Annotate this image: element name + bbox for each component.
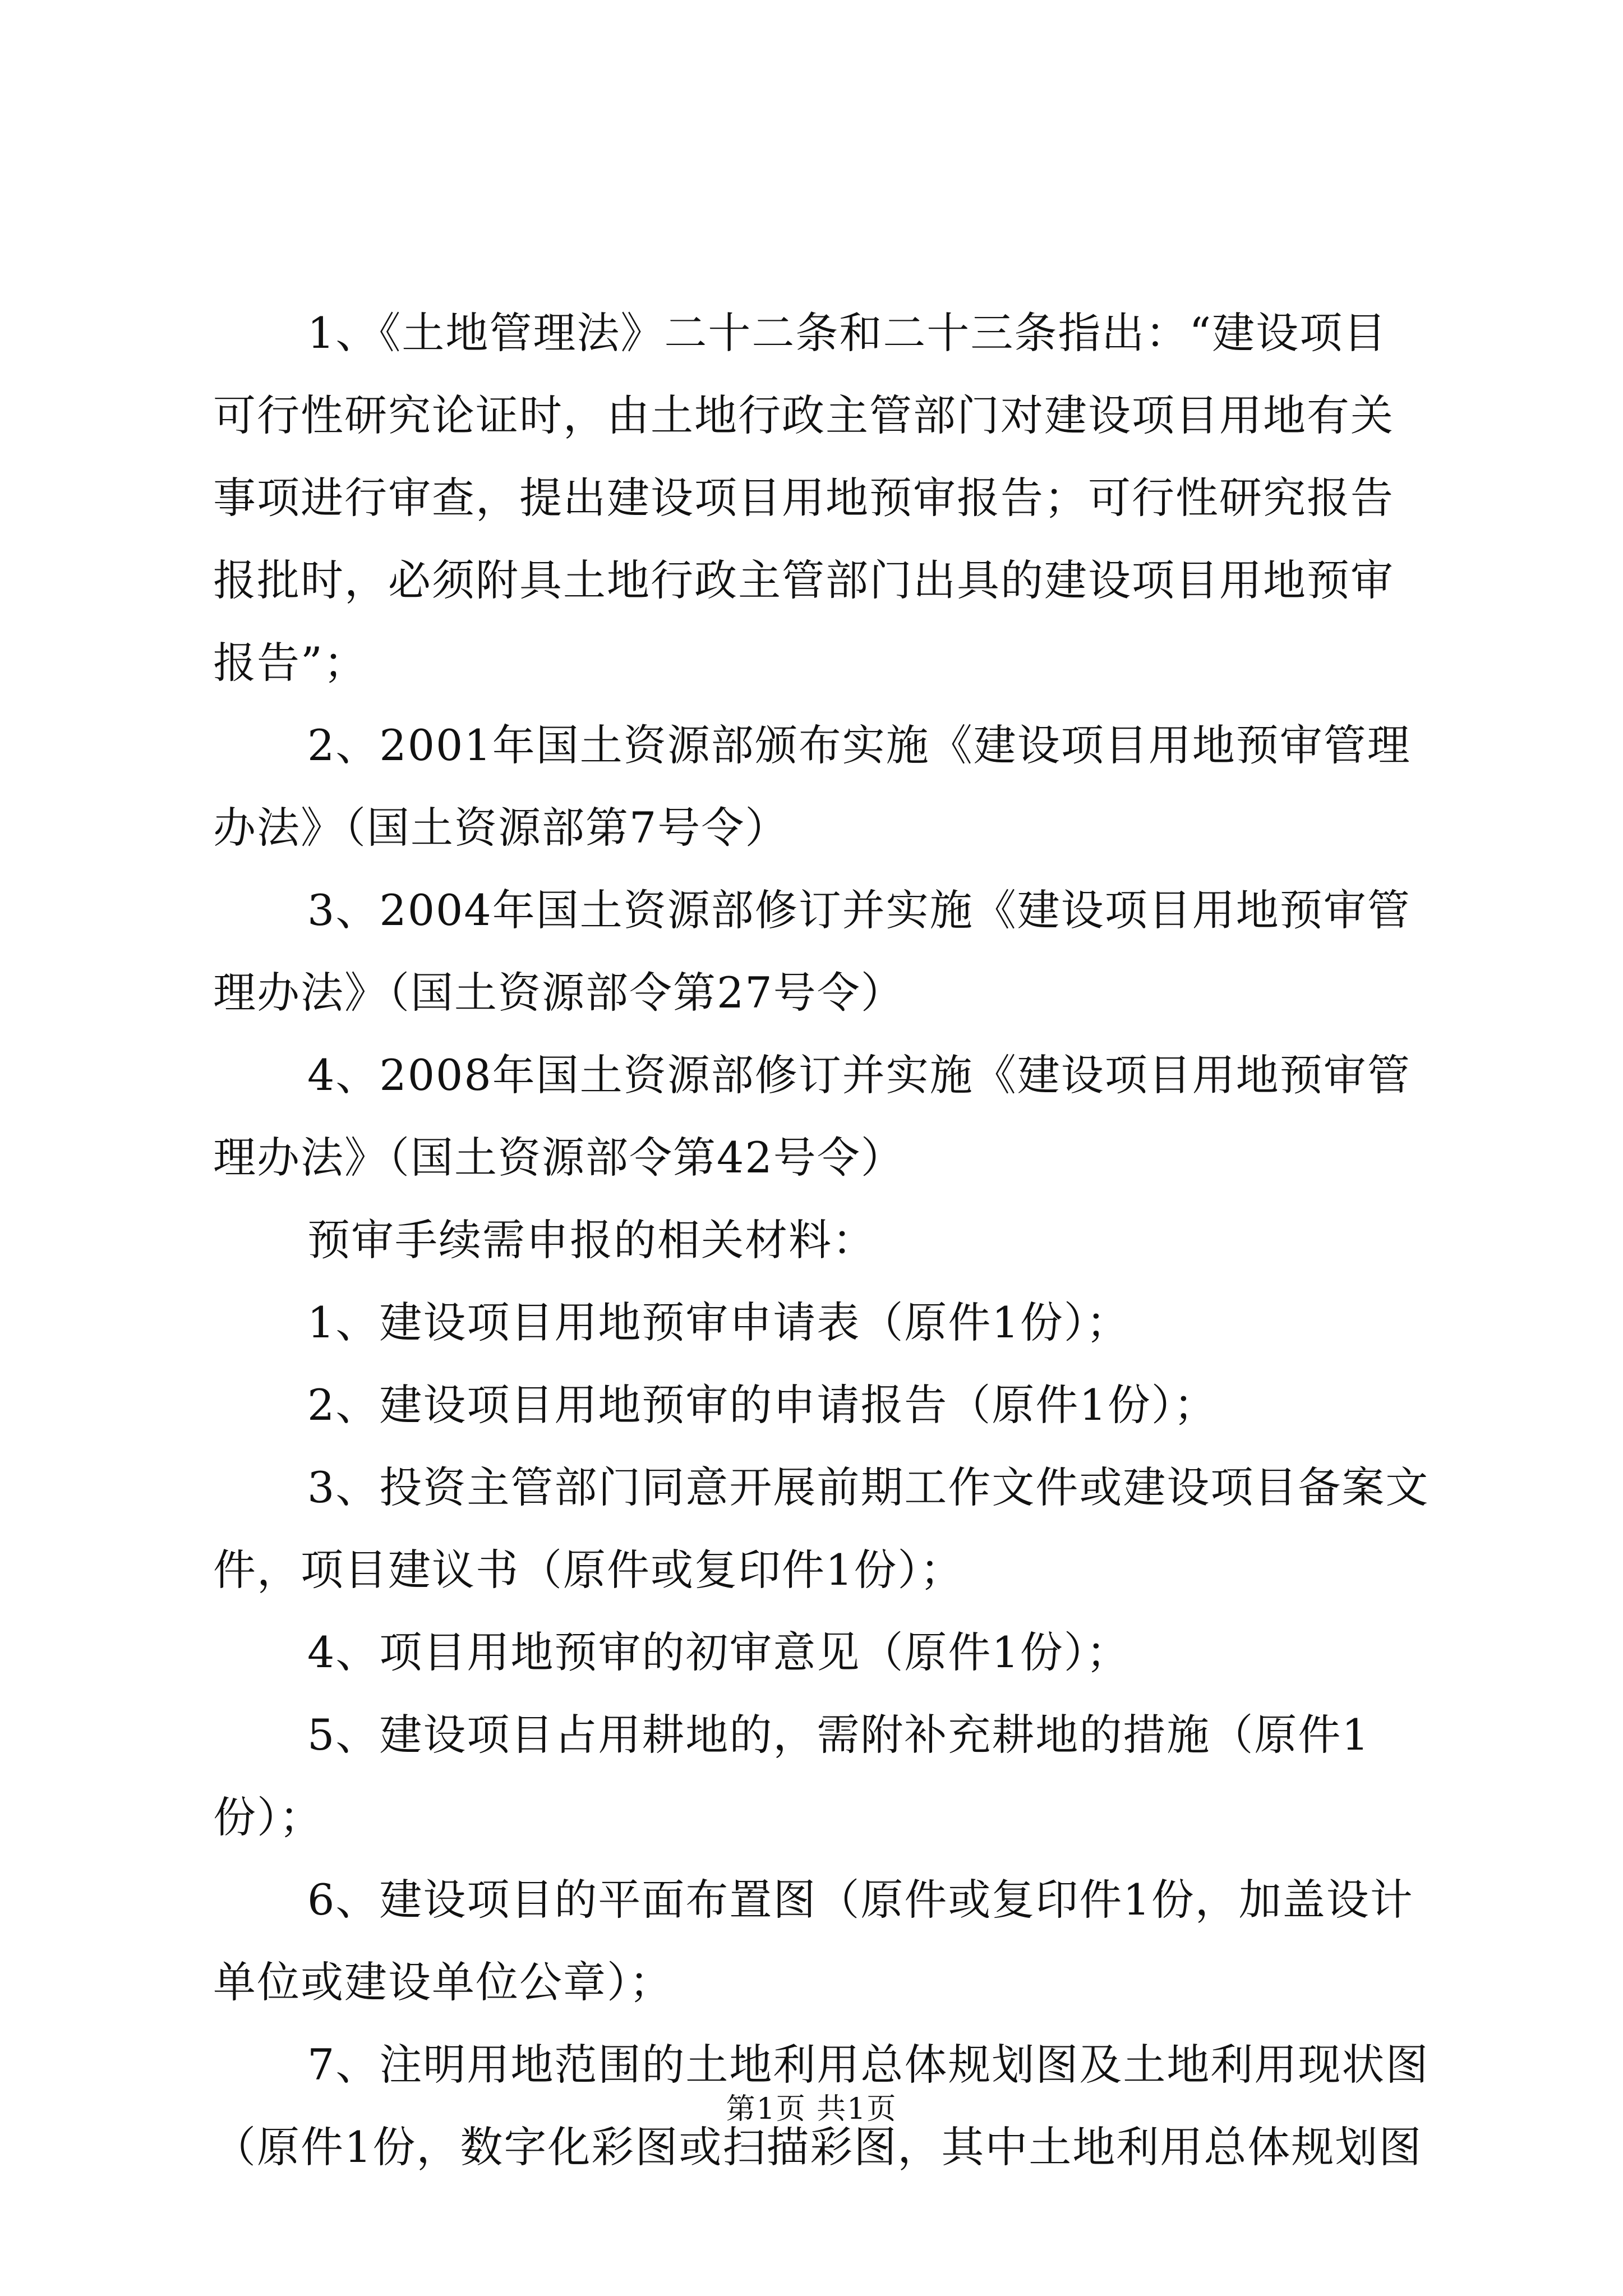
paragraph-materials-heading: 预审手续需申报的相关材料：: [307, 1215, 876, 1265]
paragraph-2008-measures: 4、2008年国土资源部修订并实施《建设项目用地预审管理办法》（国土资源部令第42号令）: [213, 1050, 1411, 1182]
list-item-site-plan: 6、建设项目的平面布置图（原件或复印件1份，加盖设计单位或建设单位公章）；: [213, 1875, 1414, 2007]
list-item-preliminary-opinion: 4、项目用地预审的初审意见（原件1份）；: [307, 1627, 1130, 1677]
list-item-approval-document: 3、投资主管部门同意开展前期工作文件或建设项目备案文件，项目建议书（原件或复印件1份）；: [213, 1462, 1430, 1595]
list-item-land-use-maps: 7、注明用地范围的土地利用总体规划图及土地利用现状图（原件1份，数字化彩图或扫描彩图，其中土地利用总体规划图: [213, 2040, 1430, 2172]
list-item-farmland-measures: 5、建设项目占用耕地的，需附补充耕地的措施（原件1份）；: [213, 1710, 1370, 1842]
paragraph-2001-measures: 2、2001年国土资源部颁布实施《建设项目用地预审管理办法》（国土资源部第7号令）: [213, 720, 1411, 853]
paragraph-land-law: 1、《土地管理法》二十二条和二十三条指出：“建设项目可行性研究论证时，由土地行政主管部门对建设项目用地有关事项进行审查，提出建设项目用地预审报告；可行性研究报告报批时，必须附具土地行政主管部门出具的建设项目用地预审报告”；: [213, 308, 1394, 688]
list-item-application-form: 1、建设项目用地预审申请表（原件1份）；: [307, 1297, 1130, 1347]
list-item-application-report: 2、建设项目用地预审的申请报告（原件1份）；: [307, 1380, 1218, 1430]
paragraph-2004-measures: 3、2004年国土资源部修订并实施《建设项目用地预审管理办法》（国土资源部令第27号令）: [213, 885, 1411, 1018]
page-footer: 第1页 共1页: [726, 2092, 897, 2126]
document-body: [213, 292, 1430, 2188]
